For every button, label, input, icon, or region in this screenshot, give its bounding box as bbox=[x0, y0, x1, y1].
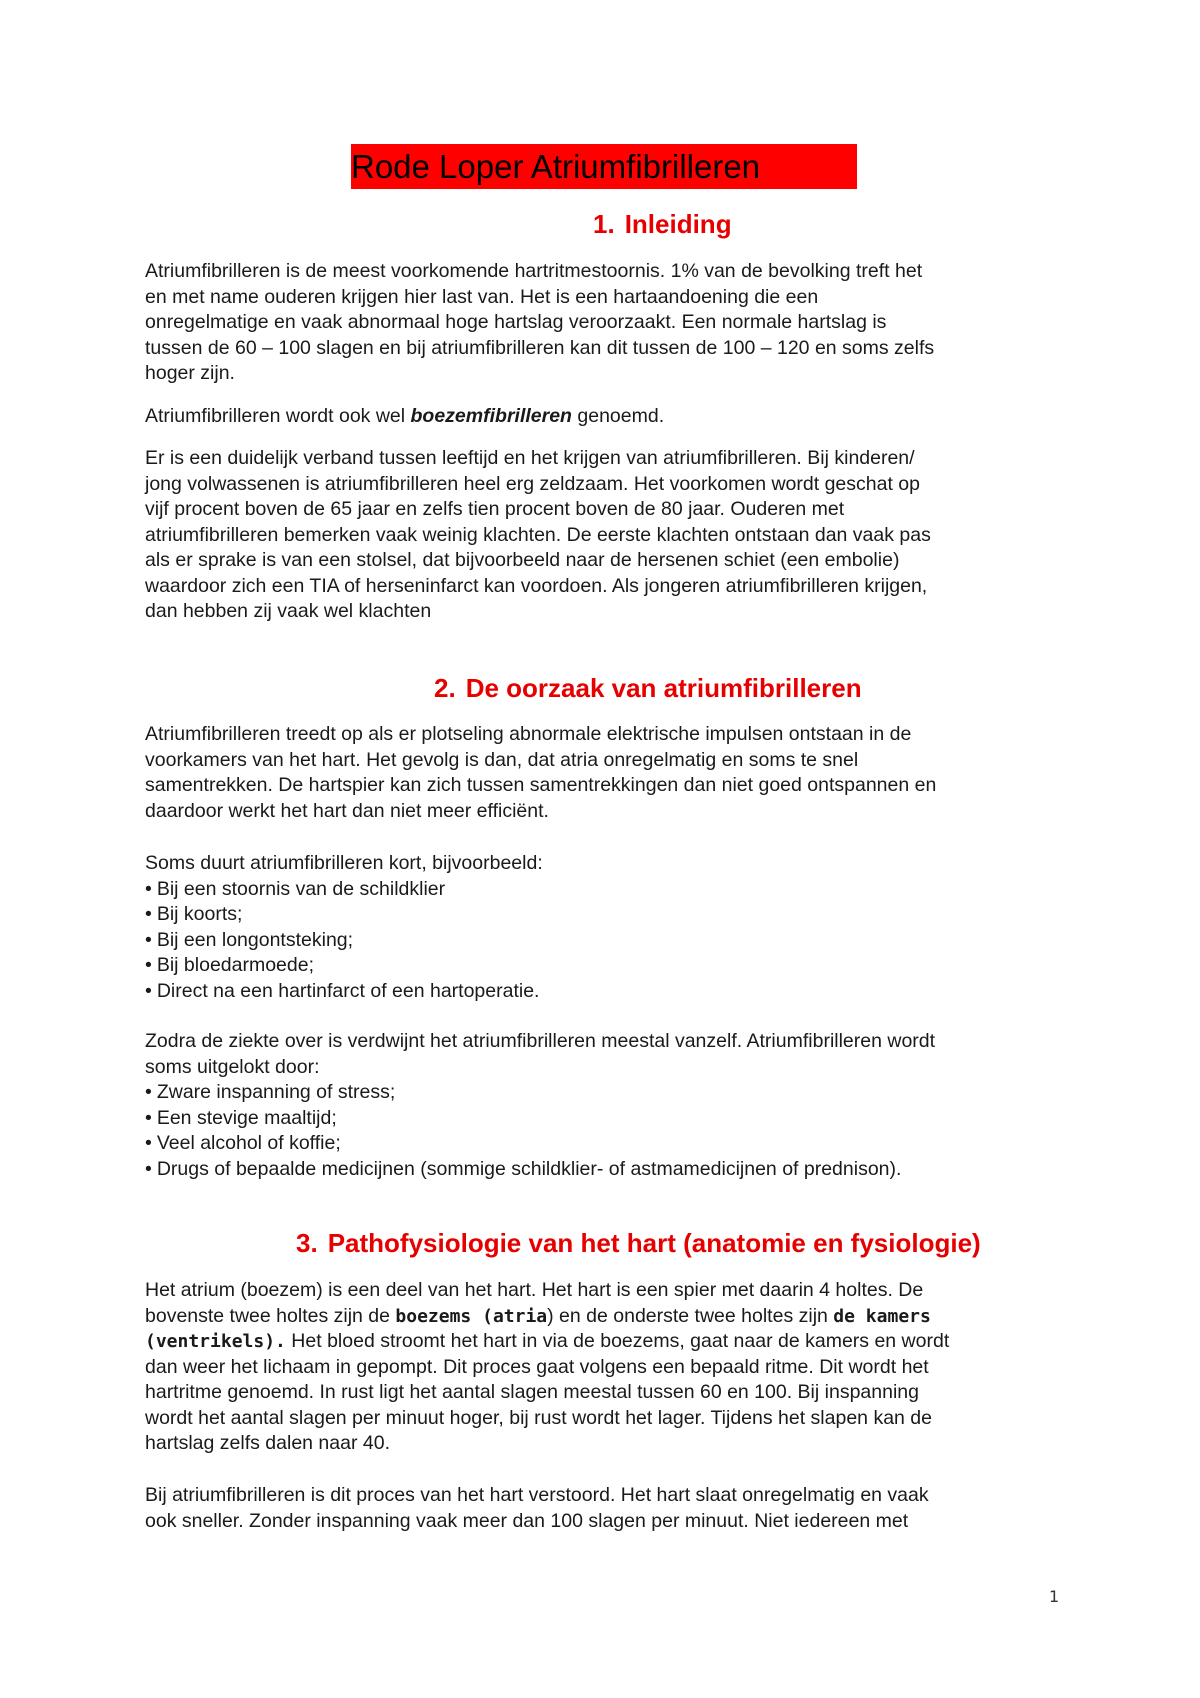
section-2-title: De oorzaak van atriumfibrilleren bbox=[465, 673, 862, 703]
text-line bbox=[145, 1329, 1065, 1355]
text-run: Het bloed stroomt het hart in via de boezems, gaat naar de kamers en wordt bbox=[285, 1330, 950, 1352]
section-1-heading bbox=[593, 209, 732, 239]
section-3-heading bbox=[296, 1228, 981, 1258]
text-run: ) en de onderste twee holtes zijn bbox=[547, 1304, 834, 1327]
text-line: dan weer het lichaam in gepompt. Dit proces gaat volgens een bepaald ritme. Dit wordt het bbox=[145, 1355, 929, 1378]
text-line: hartritme genoemd. In rust ligt het aantal slagen meestal tussen 60 en 100. Bij inspanning bbox=[145, 1381, 919, 1403]
text-line: Atriumfibrilleren is de meest voorkomende hartritmestoornis. 1% van de bevolking treft het bbox=[145, 260, 923, 282]
page-number: 1 bbox=[1049, 1587, 1060, 1606]
section-3-paragraph-1 bbox=[145, 1278, 1065, 1457]
text-line: Zodra de ziekte over is verdwijnt het atriumfibrilleren meestal vanzelf. Atriumfibrilleren wordt bbox=[145, 1030, 936, 1052]
section-2-paragraph-1 bbox=[145, 722, 1065, 824]
section-3-paragraph-2 bbox=[145, 1483, 1065, 1534]
list-item: • Bij koorts; bbox=[145, 902, 1065, 928]
text-run: Atriumfibrilleren wordt ook wel bbox=[145, 405, 411, 427]
text-run: bovenste twee holtes zijn de bbox=[145, 1304, 396, 1327]
list-intro: Soms duurt atriumfibrilleren kort, bijvoorbeeld: bbox=[145, 852, 543, 874]
section-1-number: 1. bbox=[593, 209, 615, 239]
text-line: atriumfibrilleren bemerken vaak weinig klachten. De eerste klachten ontstaan dan vaak pas bbox=[145, 523, 931, 546]
list-item: • Bij bloedarmoede; bbox=[145, 953, 1065, 979]
bullet-list bbox=[145, 877, 1065, 1005]
text-line: hoger zijn. bbox=[145, 362, 235, 384]
list-item: • Bij een stoornis van de schildklier bbox=[145, 877, 1065, 903]
text-line: vijf procent boven de 65 jaar en zelfs tien procent boven de 80 jaar. Ouderen met bbox=[145, 498, 845, 520]
section-2-heading bbox=[434, 673, 862, 703]
text-line: Bij atriumfibrilleren is dit proces van het hart verstoord. Het hart slaat onregelmatig en vaak bbox=[145, 1484, 929, 1506]
text-line: wordt het aantal slagen per minuut hoger, bij rust wordt het lager. Tijdens het slapen kan de bbox=[145, 1406, 932, 1429]
text-line: Het atrium (boezem) is een deel van het hart. Het hart is een spier met daarin 4 holtes. De bbox=[145, 1279, 924, 1301]
text-line: soms uitgelokt door: bbox=[145, 1055, 320, 1078]
text-line: dan hebben zij vaak wel klachten bbox=[145, 600, 432, 622]
text-line: als er sprake is van een stolsel, dat bijvoorbeeld naar de hersenen schiet (een embolie) bbox=[145, 549, 900, 571]
emphasized-term: (ventrikels). bbox=[145, 1331, 286, 1352]
section-2-list-2-block bbox=[145, 1029, 1065, 1182]
list-item: • Zware inspanning of stress; bbox=[145, 1080, 1065, 1106]
text-line: ook sneller. Zonder inspanning vaak meer dan 100 slagen per minuut. Niet iedereen met bbox=[145, 1509, 909, 1532]
text-run: genoemd. bbox=[571, 405, 665, 427]
text-line: en met name ouderen krijgen hier last van. Het is een hartaandoening die een bbox=[145, 285, 819, 308]
text-line: Atriumfibrilleren treedt op als er plotseling abnormale elektrische impulsen ontstaan in de bbox=[145, 723, 912, 745]
text-line: tussen de 60 – 100 slagen en bij atriumfibrilleren kan dit tussen de 100 – 120 en soms zelfs bbox=[145, 336, 935, 359]
list-item: • Drugs of bepaalde medicijnen (sommige schildklier- of astmamedicijnen of prednison). bbox=[145, 1157, 1065, 1183]
emphasized-term: boezems (atria bbox=[395, 1305, 548, 1327]
section-2-list-1-block bbox=[145, 851, 1065, 1004]
section-2-number: 2. bbox=[434, 673, 456, 703]
section-1-title: Inleiding bbox=[624, 209, 732, 239]
section-3-number: 3. bbox=[296, 1228, 318, 1258]
text-line: hartslag zelfs dalen naar 40. bbox=[145, 1432, 390, 1454]
section-1-paragraph-2 bbox=[145, 404, 1065, 430]
text-line: waardoor zich een TIA of herseninfarct kan voordoen. Als jongeren atriumfibrilleren krijgen, bbox=[145, 574, 928, 597]
list-item: • Direct na een hartinfarct of een hartoperatie. bbox=[145, 979, 1065, 1005]
text-line bbox=[145, 404, 1065, 430]
text-line: daardoor werkt het hart dan niet meer efficiënt. bbox=[145, 799, 549, 822]
text-line: Er is een duidelijk verband tussen leeftijd en het krijgen van atriumfibrilleren. Bij kinderen/ bbox=[145, 447, 915, 469]
section-3-title: Pathofysiologie van het hart (anatomie en fysiologie) bbox=[327, 1228, 981, 1258]
emphasized-term: boezemfibrilleren bbox=[410, 405, 572, 427]
list-item: • Veel alcohol of koffie; bbox=[145, 1131, 1065, 1157]
document-title: Rode Loper Atriumfibrilleren bbox=[351, 148, 761, 185]
text-line: onregelmatige en vaak abnormaal hoge hartslag veroorzaakt. Een normale hartslag is bbox=[145, 311, 887, 333]
bullet-list bbox=[145, 1080, 1065, 1182]
list-item: • Een stevige maaltijd; bbox=[145, 1106, 1065, 1132]
text-line: voorkamers van het hart. Het gevolg is dan, dat atria onregelmatig en soms te snel bbox=[145, 748, 859, 771]
section-1-paragraph-1 bbox=[145, 259, 1065, 387]
emphasized-term: de kamers bbox=[833, 1305, 931, 1327]
text-line: jong volwassenen is atriumfibrilleren heel erg zeldzaam. Het voorkomen wordt geschat op bbox=[145, 472, 920, 495]
text-line bbox=[145, 1304, 1065, 1330]
section-1-paragraph-3 bbox=[145, 446, 1065, 625]
text-line: samentrekken. De hartspier kan zich tussen samentrekkingen dan niet goed ontspannen en bbox=[145, 774, 937, 796]
list-item: • Bij een longontsteking; bbox=[145, 928, 1065, 954]
